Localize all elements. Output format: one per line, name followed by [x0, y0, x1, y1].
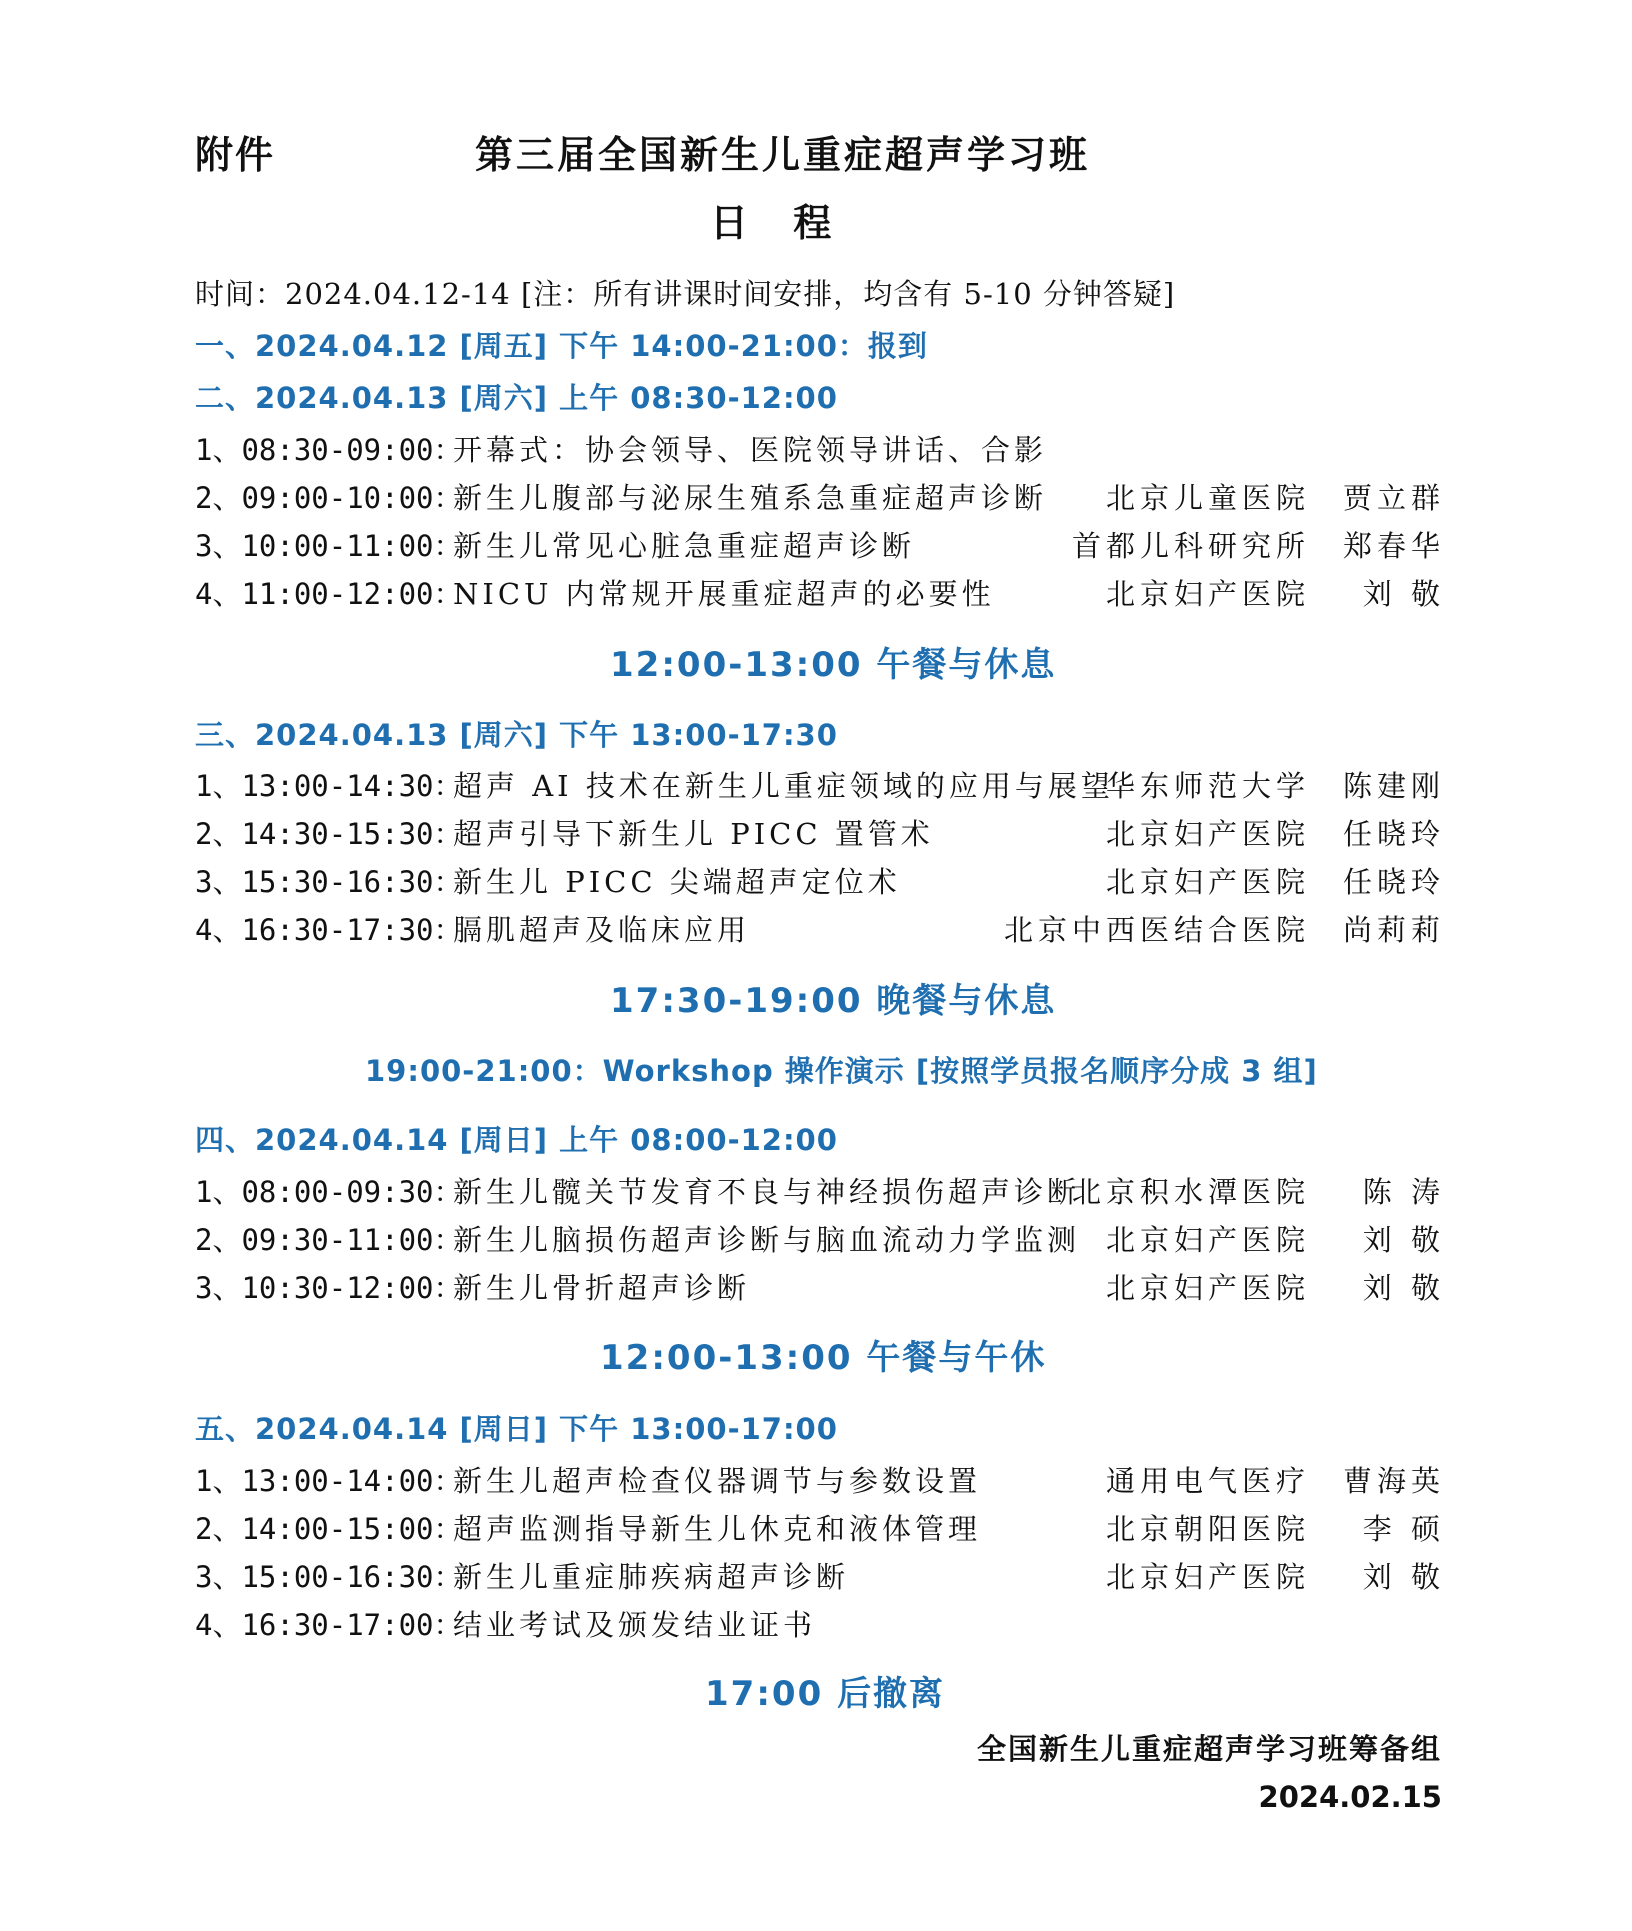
- schedule-row: [195, 428, 1445, 468]
- schedule-row: [195, 764, 1445, 804]
- row-time: 3、10:00-11:00：: [195, 529, 463, 563]
- row-topic: 新生儿腹部与泌尿生殖系急重症超声诊断: [453, 481, 1048, 515]
- row-time: 2、09:30-11:00：: [195, 1223, 463, 1257]
- schedule-row: [195, 476, 1445, 516]
- departure-note: 17:00 后撤离: [705, 1674, 946, 1714]
- schedule-row: [195, 1507, 1445, 1547]
- row-topic: 新生儿髋关节发育不良与神经损伤超声诊断: [453, 1175, 1081, 1209]
- row-speaker: 刘 敬: [1362, 1223, 1445, 1257]
- row-institution: 北京朝阳医院: [1105, 1512, 1310, 1546]
- row-institution: 北京中西医结合医院: [1003, 913, 1310, 947]
- section-heading-3: 三、2024.04.13 [周六] 下午 13:00-17:30: [195, 718, 838, 752]
- row-time: 1、08:30-09:00：: [195, 433, 463, 467]
- row-speaker: 刘 敬: [1362, 577, 1445, 611]
- time-note: 时间：2024.04.12-14 [注：所有讲课时间安排，均含有 5-10 分钟答疑]: [195, 277, 1176, 311]
- row-institution: 北京妇产医院: [1105, 1223, 1310, 1257]
- section-heading-1: 一、2024.04.12 [周五] 下午 14:00-21:00：报到: [195, 329, 928, 363]
- schedule-row: [195, 1170, 1445, 1210]
- row-speaker: 曹海英: [1342, 1464, 1445, 1498]
- row-topic: 超声 AI 技术在新生儿重症领域的应用与展望: [453, 769, 1114, 803]
- schedule-row: [195, 1459, 1445, 1499]
- row-time: 4、11:00-12:00：: [195, 577, 463, 611]
- row-time: 2、14:00-15:00：: [195, 1512, 463, 1546]
- row-institution: 北京儿童医院: [1105, 481, 1310, 515]
- row-speaker: 刘 敬: [1362, 1560, 1445, 1594]
- row-topic: 超声引导下新生儿 PICC 置管术: [453, 817, 934, 851]
- lunch-break-day2: 12:00-13:00 午餐与午休: [600, 1338, 1047, 1378]
- row-institution: 北京妇产医院: [1105, 1560, 1310, 1594]
- row-topic: 新生儿超声检查仪器调节与参数设置: [453, 1464, 982, 1498]
- row-speaker: 陈建刚: [1342, 769, 1445, 803]
- row-time: 1、13:00-14:30：: [195, 769, 463, 803]
- organizer-signature: 全国新生儿重症超声学习班筹备组: [976, 1732, 1442, 1766]
- schedule-row: [195, 1555, 1445, 1595]
- row-institution: 首都儿科研究所: [1071, 529, 1310, 563]
- row-topic: 新生儿骨折超声诊断: [453, 1271, 751, 1305]
- row-time: 3、15:00-16:30：: [195, 1560, 463, 1594]
- schedule-row: [195, 860, 1445, 900]
- row-time: 4、16:30-17:30：: [195, 913, 463, 947]
- row-time: 4、16:30-17:00：: [195, 1608, 463, 1642]
- document-subtitle: 日 程: [710, 200, 848, 245]
- issue-date: 2024.02.15: [1258, 1780, 1442, 1814]
- row-speaker: 郑春华: [1342, 529, 1445, 563]
- row-topic: 超声监测指导新生儿休克和液体管理: [453, 1512, 982, 1546]
- row-speaker: 刘 敬: [1362, 1271, 1445, 1305]
- row-institution: 北京妇产医院: [1105, 817, 1310, 851]
- schedule-row: [195, 812, 1445, 852]
- row-topic: NICU 内常规开展重症超声的必要性: [453, 577, 995, 611]
- section-heading-5: 五、2024.04.14 [周日] 下午 13:00-17:00: [195, 1412, 838, 1446]
- row-institution: 通用电气医疗: [1105, 1464, 1310, 1498]
- row-topic: 新生儿重症肺疾病超声诊断: [453, 1560, 850, 1594]
- row-institution: 北京妇产医院: [1105, 1271, 1310, 1305]
- row-speaker: 尚莉莉: [1342, 913, 1445, 947]
- row-time: 2、14:30-15:30：: [195, 817, 463, 851]
- row-speaker: 陈 涛: [1362, 1175, 1445, 1209]
- row-topic: 新生儿 PICC 尖端超声定位术: [453, 865, 901, 899]
- attachment-label: 附件: [195, 132, 276, 177]
- row-topic: 新生儿脑损伤超声诊断与脑血流动力学监测: [453, 1223, 1081, 1257]
- schedule-row: [195, 908, 1445, 948]
- schedule-row: [195, 524, 1445, 564]
- row-topic: 新生儿常见心脏急重症超声诊断: [453, 529, 916, 563]
- schedule-row: [195, 1603, 1445, 1643]
- dinner-break-day1: 17:30-19:00 晚餐与休息: [610, 981, 1057, 1021]
- row-speaker: 李 硕: [1362, 1512, 1445, 1546]
- row-topic: 开幕式：协会领导、医院领导讲话、合影: [453, 433, 1048, 467]
- lunch-break-day1: 12:00-13:00 午餐与休息: [610, 645, 1057, 685]
- section-heading-2: 二、2024.04.13 [周六] 上午 08:30-12:00: [195, 381, 838, 415]
- row-time: 1、13:00-14:00：: [195, 1464, 463, 1498]
- schedule-row: [195, 1266, 1445, 1306]
- row-topic: 膈肌超声及临床应用: [453, 913, 751, 947]
- section-heading-4: 四、2024.04.14 [周日] 上午 08:00-12:00: [195, 1123, 838, 1157]
- row-time: 1、08:00-09:30：: [195, 1175, 463, 1209]
- row-speaker: 任晓玲: [1342, 865, 1445, 899]
- workshop-session: 19:00-21:00：Workshop 操作演示 [按照学员报名顺序分成 3 组]: [365, 1054, 1318, 1088]
- row-time: 3、15:30-16:30：: [195, 865, 463, 899]
- row-institution: 北京妇产医院: [1105, 577, 1310, 611]
- row-topic: 结业考试及颁发结业证书: [453, 1608, 817, 1642]
- row-time: 2、09:00-10:00：: [195, 481, 463, 515]
- row-institution: 北京积水潭医院: [1071, 1175, 1310, 1209]
- row-institution: 北京妇产医院: [1105, 865, 1310, 899]
- document-title: 第三届全国新生儿重症超声学习班: [475, 132, 1091, 177]
- row-institution: 华东师范大学: [1105, 769, 1310, 803]
- row-speaker: 贾立群: [1342, 481, 1445, 515]
- schedule-row: [195, 1218, 1445, 1258]
- row-time: 3、10:30-12:00：: [195, 1271, 463, 1305]
- schedule-row: [195, 572, 1445, 612]
- row-speaker: 任晓玲: [1342, 817, 1445, 851]
